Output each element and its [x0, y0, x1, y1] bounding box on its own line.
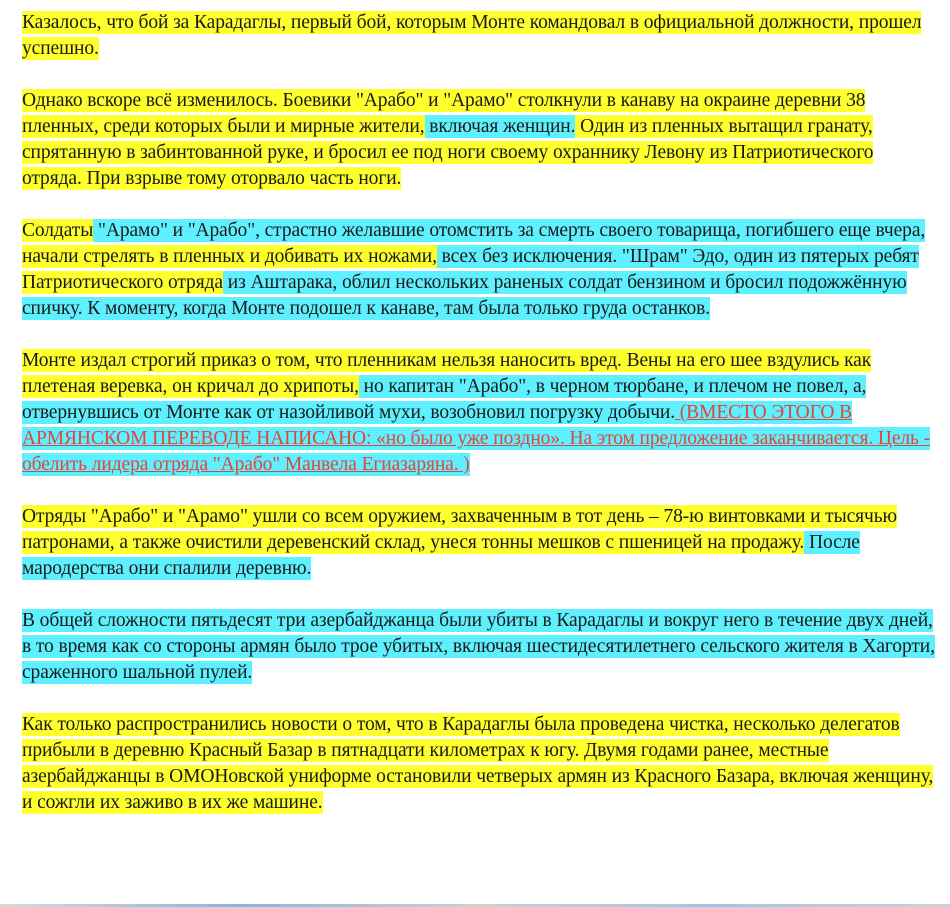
highlight-cyan: всех без исключения. "Шрам" Эдо, один из пятерых ребят — [436, 246, 919, 267]
highlight-cyan: но капитан "Арабо", в черном тюрбане, и плечом не повел, а, отвернувшись от Монте как от назойливой мухи, возобновил погрузку добычи. — [22, 376, 867, 423]
highlight-cyan: из Аштарака, облил нескольких раненых солдат бензином и бросил подожжённую спичку. К моменту, когда Монте подошел к канаве, там была только груда останков. — [22, 272, 907, 319]
highlight-yellow: начали стрелять в пленных и добивать их ножами, — [22, 246, 437, 267]
highlight-yellow: Как только распространились новости о том, что в Карадаглы была проведена чистка, несколько делегатов прибыли в деревню Красный Базар в пятнадцати километрах к югу. Двумя годами ранее, местные азербайджанцы в ОМОНовской униформе остановили четверых армян из Красного Базара, включая женщину, и сожгли их заживо в их же машине. — [22, 714, 934, 813]
highlight-yellow: Казалось, что бой за Карадаглы, первый бой, которым Монте командовал в официальной должности, прошел успешно. — [22, 12, 922, 59]
highlight-yellow: Солдаты — [22, 220, 94, 241]
paragraph-2 — [22, 88, 937, 192]
highlight-yellow: Патриотического отряда — [22, 272, 223, 293]
highlight-cyan: включая женщин. — [424, 116, 576, 137]
highlight-cyan: "Арамо" и "Арабо", страстно желавшие отомстить за смерть своего товарища, погибшего еще вчера, — [93, 220, 926, 241]
paragraph-7 — [22, 712, 937, 816]
paragraph-6 — [22, 608, 937, 686]
highlight-cyan: В общей сложности пятьдесят три азербайджанца были убиты в Карадаглы и вокруг него в течение двух дней, в то время как со стороны армян было трое убитых, включая шестидесятилетнего сельского жителя в Хагорти, сраженного шальной пулей. — [22, 610, 935, 683]
highlight-yellow: Однако вскоре всё изменилось. Боевики "Арабо" и "Арамо" столкнули в канаву на окраине деревни 38 пленных, среди которых были и мирные жители, — [22, 90, 866, 137]
paragraph-4 — [22, 348, 937, 478]
highlight-cyan: После мародерства они спалили деревню. — [22, 532, 860, 579]
paragraph-1 — [22, 10, 937, 62]
highlight-yellow: Отряды "Арабо" и "Арамо" ушли со всем оружием, захваченным в тот день – 78-ю винтовками и тысячью патронами, а также очистили деревенский склад, унеся тонны мешков с пшеницей на продажу. — [22, 506, 897, 553]
paragraph-5 — [22, 504, 937, 582]
document-body — [22, 10, 937, 842]
translation-note: (ВМЕСТО ЭТОГО В АРМЯНСКОМ ПЕРЕВОДЕ НАПИСАНО: «но было уже поздно». На этом предложение заканчивается. Цель - обелить лидера отряда "Арабо" Манвела Егиазаряна. ) — [22, 402, 931, 475]
highlight-yellow: Один из пленных вытащил гранату, спрятанную в забинтованной руке, и бросил ее под ноги своему охраннику Левону из Патриотического отряда. При взрыве тому оторвало часть ноги. — [22, 116, 874, 189]
highlight-yellow: Монте издал строгий приказ о том, что пленникам нельзя наносить вред. Вены на его шее вздулись как плетеная веревка, он кричал до хрипоты, — [22, 350, 872, 397]
paragraph-3 — [22, 218, 937, 322]
